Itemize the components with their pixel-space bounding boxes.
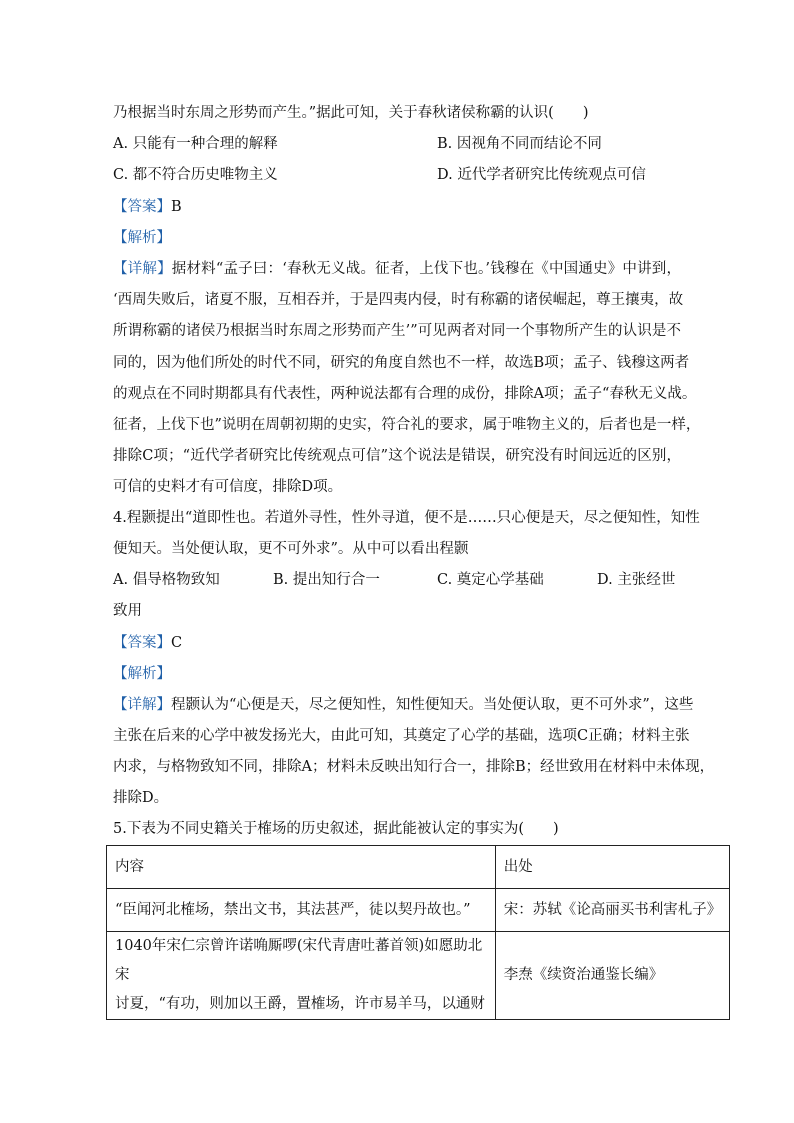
q4-detail-line: 排除D。: [113, 790, 169, 806]
q3-option-b: [437, 134, 602, 154]
q3-detail-tag: 【详解】: [113, 261, 172, 277]
q3-detail-line: 征者，上伐下也”说明在周朝初期的史实，符合礼的要求，属于唯物主义的，后者也是一样，: [113, 417, 701, 433]
q3-analysis-tag: 【解析】: [113, 230, 171, 246]
q3-option-d: [437, 165, 646, 185]
q3-option-a: [113, 134, 278, 154]
q4-stem-line: 便知天。当处便认取，更不可外求”。从中可以看出程颢: [113, 541, 469, 557]
q4-detail-tag: 【详解】: [113, 697, 171, 713]
table-header-source: 出处: [495, 846, 729, 889]
table-cell-source: 李焘《续资治通鉴长编》: [495, 932, 729, 1020]
q4-option-a: [113, 570, 220, 590]
q4-option-d: [597, 570, 675, 590]
q3-option-c: [113, 165, 278, 185]
q4-option-c: [437, 570, 544, 590]
q3-option-b-letter: B.: [437, 136, 453, 152]
q5-stem: 5.下表为不同史籍关于榷场的历史叙述，据此能被认定的事实为( ): [113, 821, 559, 837]
q4-option-d-text: 主张经世: [617, 572, 676, 588]
q4-option-b: [273, 570, 380, 590]
q3-detail-line: 的观点在不同时期都具有代表性，两种说法都有合理的成份，排除A项；孟子“春秋无义战。: [113, 386, 697, 402]
cell-line: 讨夏，“有功，则加以王爵，置榷场，许市易羊马，以通财: [115, 996, 485, 1012]
q4-stem-line: 4.程颢提出“道即性也。若道外寻性，性外寻道，便不是……只心便是天，尽之便知性，知性: [113, 510, 700, 526]
q3-detail-line: 所谓称霸的诸侯乃根据当时东周之形势而产生’”可见两者对同一个事物所产生的认识是不: [113, 323, 681, 339]
q4-answer-value: C: [171, 635, 183, 651]
table-header-content: 内容: [107, 846, 496, 889]
q4-option-d-wrap: 致用: [113, 603, 142, 619]
q4-answer: [113, 633, 182, 653]
q3-stem-tail: 乃根据当时东周之形势而产生。”据此可知，关于春秋诸侯称霸的认识( ): [113, 105, 589, 121]
q4-option-d-letter: D.: [597, 572, 613, 588]
q3-detail-line: ‘西周失败后，诸夏不服，互相吞并，于是四夷内侵，时有称霸的诸侯崛起，尊王攘夷，故: [113, 292, 684, 308]
q3-option-a-text: 只能有一种合理的解释: [132, 136, 278, 152]
q3-answer-value: B: [171, 199, 182, 215]
table-cell-source: 宋：苏轼《论高丽买书利害札子》: [495, 889, 729, 932]
q4-option-b-letter: B.: [273, 572, 289, 588]
q4-detail-line: 主张在后来的心学中被发扬光大，由此可知，其奠定了心学的基础，选项C正确；材料主张: [113, 728, 690, 744]
q4-detail-text-0: 程颢认为“心便是天，尽之便知性，知性便知天。当处便认取，更不可外求”，这些: [171, 697, 694, 713]
q4-answer-tag: 【答案】: [113, 635, 171, 651]
q3-answer: [113, 197, 182, 217]
q5-table: [106, 845, 730, 1020]
q4-detail-line: 内求，与格物致知不同，排除A；材料未反映出知行合一，排除B；经世致用在材料中未体现，: [113, 759, 715, 775]
q3-answer-tag: 【答案】: [113, 199, 171, 215]
q3-option-a-letter: A.: [113, 136, 129, 152]
q4-analysis-tag: 【解析】: [113, 666, 171, 682]
q3-detail-line: 排除C项；“近代学者研究比传统观点可信”这个说法是错误，研究没有时间远近的区别，: [113, 448, 681, 464]
q3-option-d-letter: D.: [437, 167, 453, 183]
table-cell-content: [107, 932, 496, 1020]
q3-option-b-text: 因视角不同而结论不同: [456, 136, 602, 152]
q4-option-a-letter: A.: [113, 572, 129, 588]
cell-line: “臣闻河北榷场，禁出文书，其法甚严，徒以契丹故也。”: [115, 901, 471, 918]
table-row: [107, 932, 730, 1020]
q3-option-d-text: 近代学者研究比传统观点可信: [457, 167, 646, 183]
cell-line: 1040年宋仁宗曾许诺唃厮啰(宋代青唐吐蕃首领)如愿助北宋: [115, 938, 483, 983]
q3-option-c-letter: C.: [113, 167, 129, 183]
q3-detail-text-0: 据材料“孟子曰：‘春秋无义战。征者，上伐下也。’钱穆在《中国通史》中讲到，: [171, 261, 681, 277]
q4-option-a-text: 倡导格物致知: [132, 572, 220, 588]
q4-option-b-text: 提出知行合一: [292, 572, 380, 588]
q3-detail-line: 可信的史料才有可信度，排除D项。: [113, 479, 343, 495]
q3-detail-line: [113, 259, 681, 279]
table-header-row: [107, 846, 730, 889]
q3-option-c-text: 都不符合历史唯物主义: [132, 167, 278, 183]
table-row: [107, 889, 730, 932]
table-cell-content: [107, 889, 496, 932]
q4-option-c-letter: C.: [437, 572, 453, 588]
q4-option-c-text: 奠定心学基础: [456, 572, 544, 588]
q4-detail-line: [113, 695, 694, 715]
q3-detail-line: 同的，因为他们所处的时代不同，研究的角度自然也不一样，故选B项；孟子、钱穆这两者: [113, 355, 690, 371]
